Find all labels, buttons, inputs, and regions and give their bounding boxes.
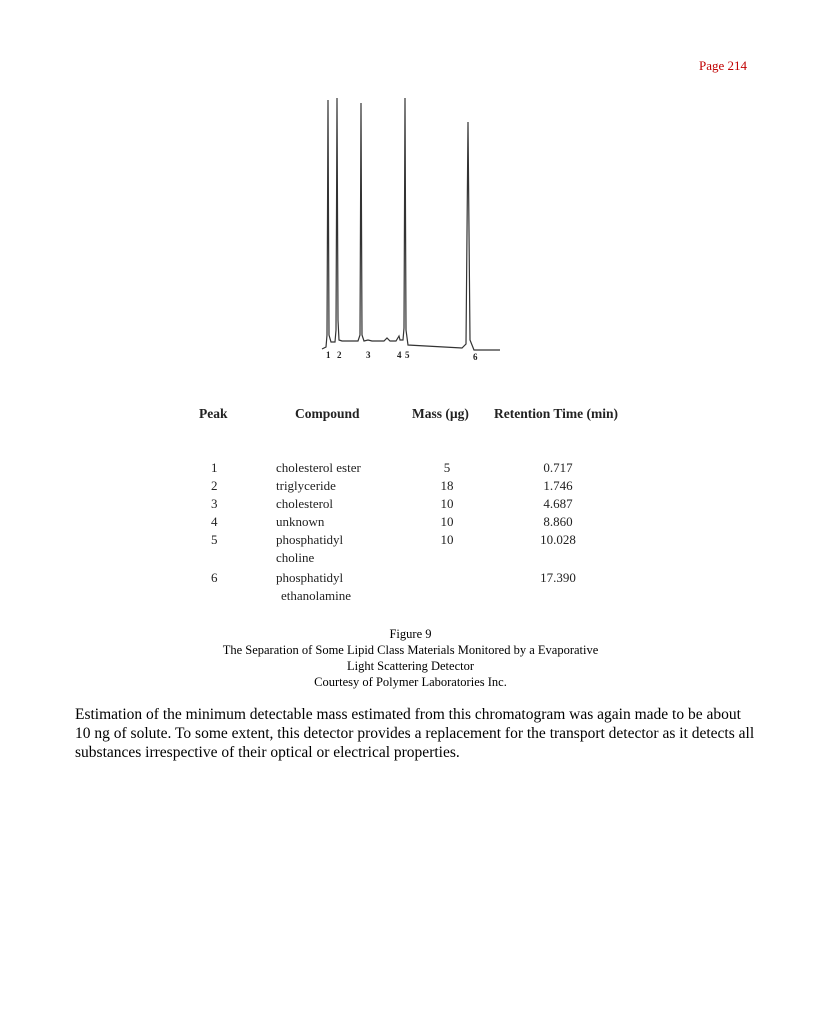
row6-peak: 6 [211, 570, 218, 585]
row1-compound: cholesterol ester [276, 460, 361, 475]
row5-mass: 10 [440, 532, 454, 547]
row5-compound: phosphatidyl [276, 532, 344, 547]
row6-compound: phosphatidyl [276, 570, 344, 585]
row4-retention: 8.860 [543, 514, 573, 529]
row1-peak: 1 [211, 460, 218, 475]
row4-peak: 4 [211, 514, 218, 529]
peak-label-2: 2 [337, 350, 342, 360]
body-paragraph: Estimation of the minimum detectable mass estimated from this chromatogram was again made to be about 10 ng of solute. To some extent, this detector provides a replacement for the transport detector as it detects all substances irrespective of their optical or electrical properties. [75, 706, 755, 761]
row3-compound: cholesterol [276, 496, 334, 511]
row5-compound-cont: choline [276, 550, 315, 565]
peak-label-3: 3 [366, 350, 371, 360]
row3-retention: 4.687 [543, 496, 573, 511]
peak-label-1: 1 [326, 350, 331, 360]
chromatogram-trace [322, 98, 500, 350]
row2-mass: 18 [440, 478, 454, 493]
row3-peak: 3 [211, 496, 218, 511]
peak-label-6: 6 [473, 352, 478, 362]
header-retention-time: Retention Time (min) [494, 406, 618, 421]
caption-title-line1: The Separation of Some Lipid Class Materials Monitored by a Evaporative [222, 643, 599, 657]
row4-mass: 10 [440, 514, 454, 529]
caption-title-line2: Light Scattering Detector [346, 659, 475, 673]
header-peak: Peak [199, 406, 228, 421]
page-number: Page 214 [699, 58, 748, 73]
row3-mass: 10 [440, 496, 454, 511]
row1-retention: 0.717 [543, 460, 573, 475]
chromatogram-figure [0, 0, 821, 380]
row5-peak: 5 [211, 532, 218, 547]
row2-compound: triglyceride [276, 478, 336, 493]
caption-credit: Courtesy of Polymer Laboratories Inc. [314, 675, 507, 689]
row2-retention: 1.746 [543, 478, 573, 493]
header-mass: Mass (µg) [412, 406, 469, 421]
figure-caption [150, 626, 671, 690]
row5-retention: 10.028 [540, 532, 576, 547]
row2-peak: 2 [211, 478, 218, 493]
row6-retention: 17.390 [540, 570, 576, 585]
caption-figure-number: Figure 9 [389, 627, 432, 641]
row6-compound-cont: ethanolamine [281, 588, 352, 603]
row4-compound: unknown [276, 514, 325, 529]
peak-label-4: 4 [397, 350, 402, 360]
peak-label-5: 5 [405, 350, 410, 360]
header-compound: Compound [295, 406, 360, 421]
row1-mass: 5 [443, 460, 451, 475]
